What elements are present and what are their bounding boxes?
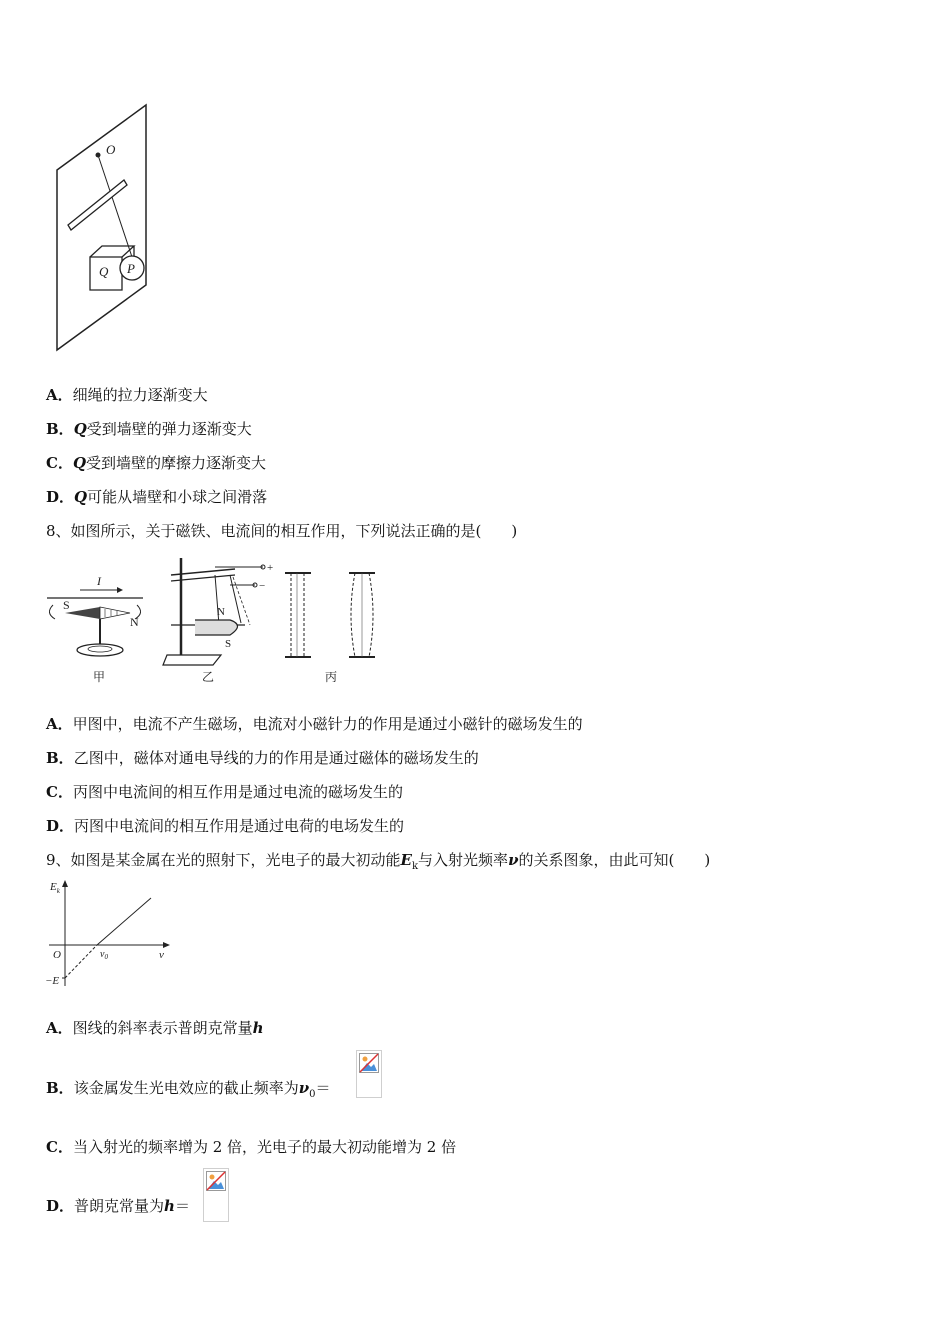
option-var: Q <box>73 420 87 438</box>
q7-figure <box>50 100 160 355</box>
q7-option-c <box>46 453 266 473</box>
fig-jia <box>47 574 143 684</box>
rod <box>68 180 127 230</box>
label-o: O <box>106 142 116 157</box>
y-axis-label: $E_k$ <box>50 881 60 895</box>
option-text: 图线的斜率表示普朗克常量 <box>72 1019 253 1037</box>
stem-var-ek-sub: k <box>411 861 419 872</box>
q9-stem <box>46 850 710 877</box>
option-text: 丙图中电流间的相互作用是通过电荷的电场发生的 <box>74 817 405 835</box>
q9-graph <box>45 878 175 996</box>
option-var: ν <box>298 1079 310 1097</box>
option-var: h <box>252 1019 264 1037</box>
q8-figure <box>45 555 390 690</box>
broken-image-icon <box>359 1053 379 1073</box>
option-text: 受到墙壁的弹力逐渐变大 <box>86 420 252 438</box>
equals-sign: ＝ <box>174 1197 190 1215</box>
stem-var-nu: ν <box>508 851 519 869</box>
stem-var-ek: E <box>400 851 412 869</box>
horseshoe-magnet <box>195 620 238 635</box>
option-letter: C． <box>46 783 73 801</box>
stem-part: 与入射光频率 <box>418 851 509 869</box>
q8-option-a <box>46 714 583 734</box>
needle-s <box>65 607 100 619</box>
y-axis-arrow <box>62 880 68 887</box>
broken-image-icon <box>206 1171 226 1191</box>
terminal-plus: + <box>267 562 274 574</box>
option-letter: D． <box>46 1197 75 1215</box>
parallel-wires-right <box>349 573 375 657</box>
q9-option-b <box>46 1078 331 1105</box>
needle-n <box>100 607 130 619</box>
stem-part: 的关系图象，由此可知( ) <box>518 851 711 869</box>
origin-label: O <box>53 949 61 961</box>
equals-sign: ＝ <box>315 1079 331 1097</box>
option-letter: A． <box>46 715 73 733</box>
q7-option-b <box>46 419 252 439</box>
option-text: 乙图中，磁体对通电导线的力的作用是通过磁体的磁场发生的 <box>73 749 479 767</box>
ek-line-extension <box>65 945 97 978</box>
q8-option-d <box>46 816 404 836</box>
q9-option-c <box>46 1137 456 1157</box>
option-text: 细绳的拉力逐渐变大 <box>72 386 208 404</box>
block-q-top <box>90 246 134 257</box>
label-i: I <box>97 574 101 588</box>
option-letter: B． <box>46 1079 74 1097</box>
q9-option-d <box>46 1196 190 1216</box>
x-axis-arrow <box>163 942 170 948</box>
option-var: Q <box>74 488 88 506</box>
hanging-wire <box>230 575 241 623</box>
q7-option-d <box>46 487 267 507</box>
option-text: 该金属发生光电效应的截止频率为 <box>73 1079 299 1097</box>
option-text: 普朗克常量为 <box>74 1197 165 1215</box>
option-text: 受到墙壁的摩擦力逐渐变大 <box>86 454 267 472</box>
caption-jia: 甲 <box>93 670 106 684</box>
label-n: N <box>130 615 139 629</box>
caption-bing: 丙 <box>325 670 338 684</box>
fig-yi <box>163 558 273 684</box>
q8-stem: 8、如图所示，关于磁铁、电流间的相互作用，下列说法正确的是( ) <box>46 522 518 540</box>
label-s: S <box>225 638 232 650</box>
parallel-wires-left <box>285 573 311 657</box>
current-arrowhead <box>117 587 123 593</box>
option-letter: C． <box>46 454 73 472</box>
option-text: 当入射光的频率增为 2 倍，光电子的最大初动能增为 2 倍 <box>72 1138 457 1156</box>
option-letter: D． <box>46 488 75 506</box>
q8-option-b <box>46 748 479 768</box>
option-letter: C． <box>46 1138 73 1156</box>
stand-base <box>163 655 221 665</box>
option-text: 可能从墙壁和小球之间滑落 <box>87 488 268 506</box>
option-letter: B． <box>46 749 74 767</box>
q7-option-a <box>46 385 208 405</box>
option-letter: A． <box>46 386 73 404</box>
missing-formula-image <box>203 1168 229 1222</box>
caption-yi: 乙 <box>202 670 215 684</box>
rotation-arrow-left <box>49 605 55 619</box>
label-p: P <box>127 261 135 276</box>
stem-part: 9、如图是某金属在光的照射下，光电子的最大初动能 <box>46 851 401 869</box>
option-text: 丙图中电流间的相互作用是通过电流的磁场发生的 <box>72 783 403 801</box>
label-n: N <box>217 606 225 618</box>
string <box>98 155 132 257</box>
label-q: Q <box>99 264 109 279</box>
stand-base-inner <box>88 646 112 652</box>
nu0-label: $\nu_0$ <box>100 949 108 961</box>
x-axis-label: ν <box>159 949 164 961</box>
option-text: 甲图中，电流不产生磁场，电流对小磁针力的作用是通过小磁针的磁场发生的 <box>72 715 583 733</box>
q8-option-c <box>46 782 403 802</box>
option-letter: A． <box>46 1019 73 1037</box>
option-var: Q <box>72 454 87 472</box>
neg-e-label: −E <box>45 975 60 987</box>
option-var: h <box>164 1197 175 1215</box>
fig-bing <box>285 573 375 684</box>
option-letter: D． <box>46 817 75 835</box>
ek-line <box>97 898 151 945</box>
label-s: S <box>63 598 70 612</box>
q9-option-a <box>46 1018 264 1038</box>
terminal-minus: − <box>259 580 266 592</box>
option-var-sub: 0 <box>309 1089 316 1100</box>
missing-formula-image <box>356 1050 382 1098</box>
option-letter: B． <box>46 420 74 438</box>
